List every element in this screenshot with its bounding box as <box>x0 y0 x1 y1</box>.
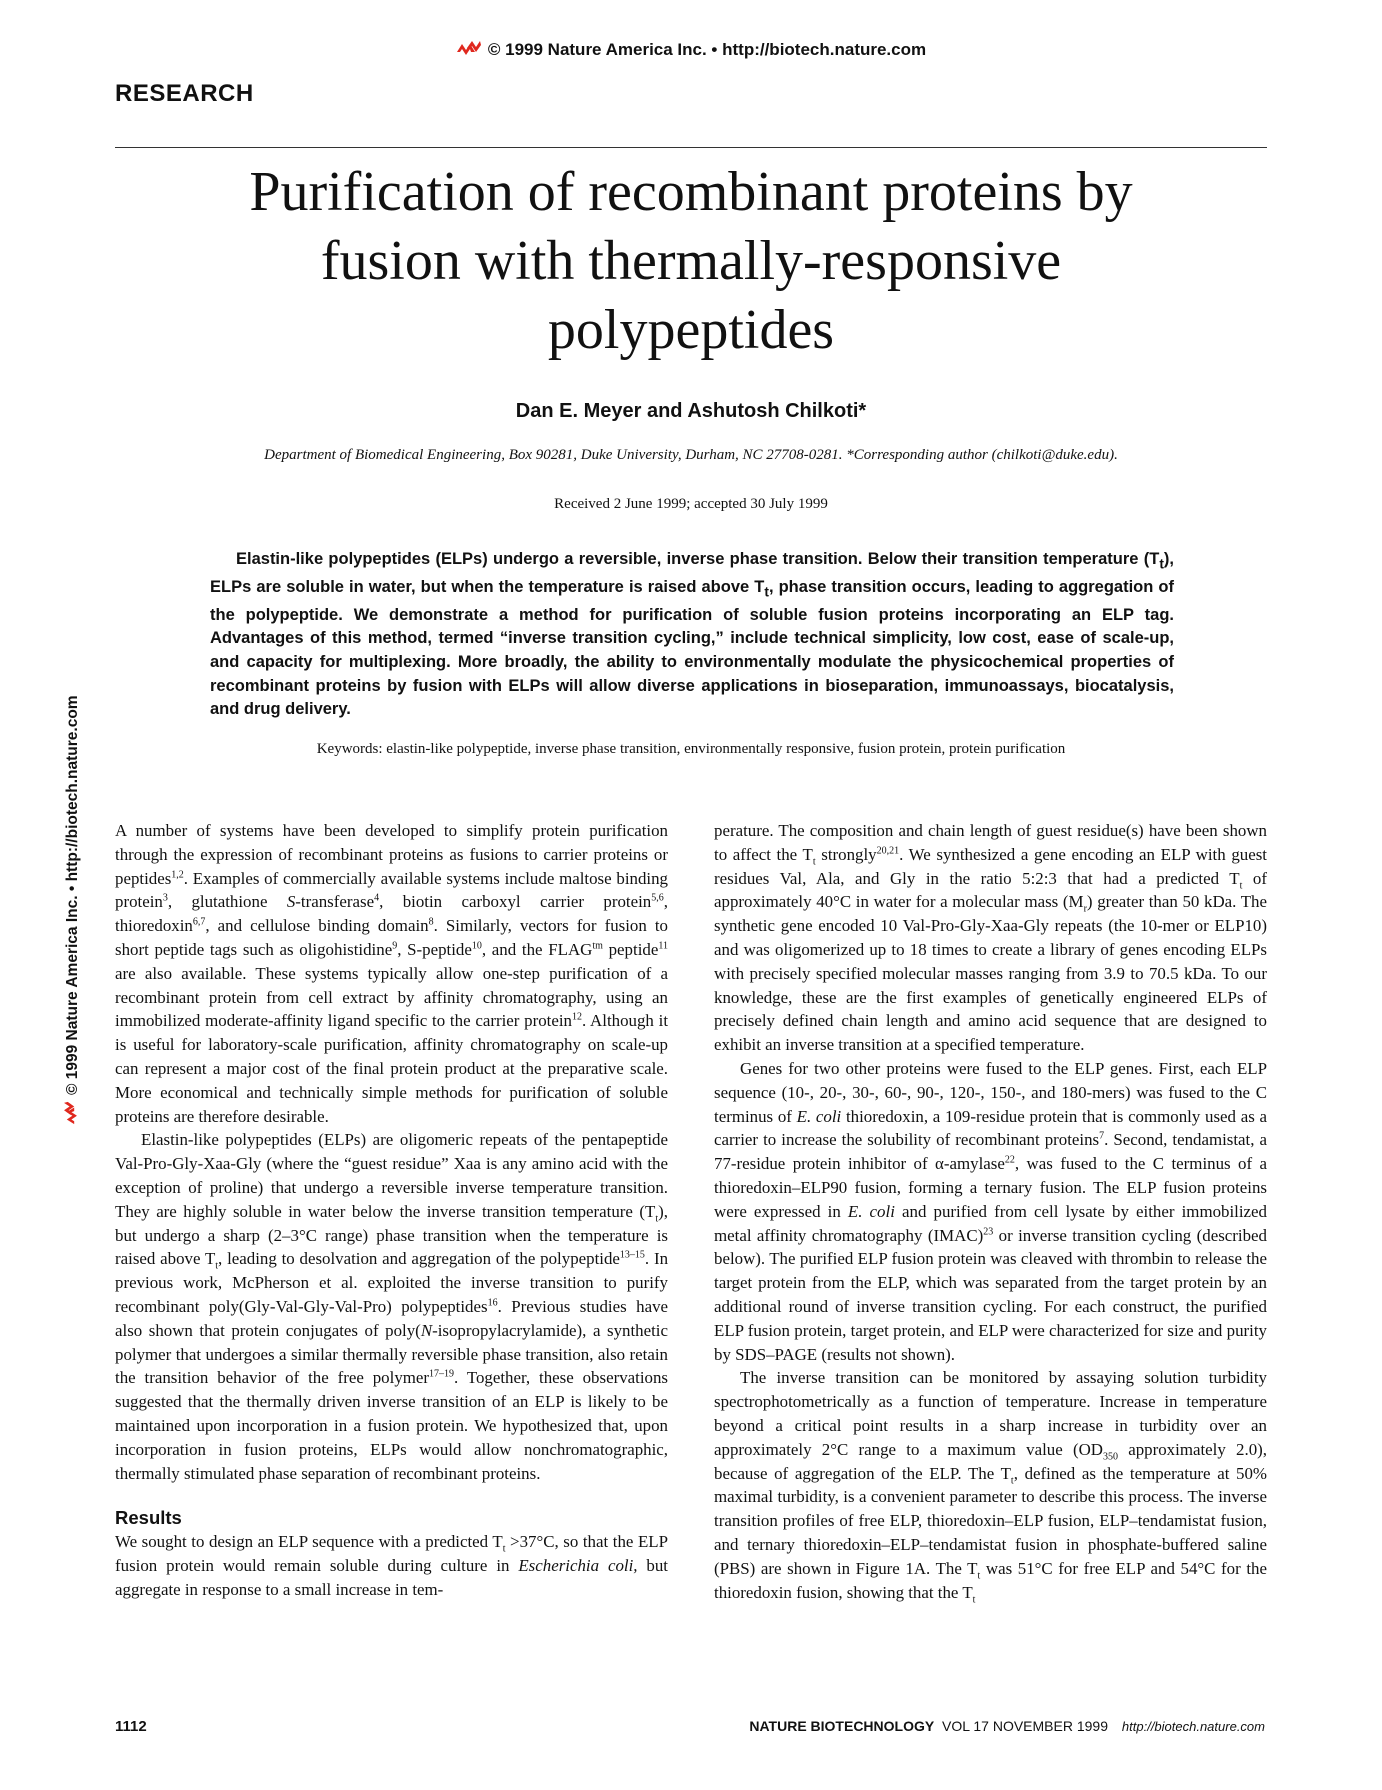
affiliation: Department of Biomedical Engineering, Box 90281, Duke University, Durham, NC 27708-0281. *Corresponding author (chilkoti@duke.edu). <box>264 447 1118 463</box>
title-line: polypeptides <box>547 299 835 361</box>
side-copyright-text: © 1999 Nature America Inc. • http://biotech.nature.com <box>64 695 82 1095</box>
body-column-left <box>115 819 668 1602</box>
abstract: Elastin-like polypeptides (ELPs) undergo a reversible, inverse phase transition. Below their transition temperature $(T_t)$, ELPs are soluble in water, but when the temperature is raised above $T_t$, phase transition occurs, leading to aggregation of the polypeptide. We demonstrate a method for purification of soluble fusion proteins incorporating an ELP tag. Advantages of this method, termed “inverse transition cycling,” include technical simplicity, low cost, ease of scale-up, and capacity for multiplexing. More broadly, the ability to environmentally modulate the physicochemical properties of recombinant proteins by fusion with ELPs will allow diverse applications in bioseparation, immunoassays, biocatalysis, and drug delivery. <box>210 550 1174 719</box>
side-copyright <box>63 695 83 1125</box>
journal-footer <box>749 1718 1265 1734</box>
section-label: RESEARCH <box>115 80 254 107</box>
keywords: Keywords: elastin-like polypeptide, inverse phase transition, environmentally responsive, fusion protein, protein purification <box>316 741 1066 757</box>
journal-name: NATURE BIOTECHNOLOGY <box>749 1718 935 1734</box>
issue-info: VOL 17 NOVEMBER 1999 <box>942 1718 1109 1734</box>
paragraph: perature. The composition and chain length of guest residue(s) have been shown to affect the $T_t$ strongly$^{20,21}$. We synthesized a gene encoding an ELP with guest residues Val, Ala, and Gly in the ratio 5:2:3 that had a predicted $T_t$ of approximately 40°C in water for a molecular mass $(M_r)$ greater than 50 kDa. The synthetic gene encoded 10 Val-Pro-Gly-Xaa-Gly repeats (the 10-mer or ELP10) and was oligomerized up to 18 times to create a library of genes encoding ELPs with precisely specified molecular masses ranging from 3.9 to 70.5 kDa. To our knowledge, these are the first examples of genetically engineered ELPs of precisely defined chain length and amino acid sequence that are designed to exhibit an inverse transition at a specified temperature. <box>714 821 1268 1055</box>
footer-url: http://biotech.nature.com <box>1121 1719 1265 1734</box>
copyright-text: © 1999 Nature America Inc. • http://biotech.nature.com <box>487 40 927 59</box>
received-date: Received 2 June 1999; accepted 30 July 1999 <box>554 496 828 512</box>
title-line: fusion with thermally-responsive <box>320 230 1062 292</box>
article-title <box>115 158 1267 365</box>
paragraph: The inverse transition can be monitored by assaying solution turbidity spectrophotometrically as a function of temperature. Increase in temperature beyond a critical point results in a sharp increase in turbidity over an approximately 2°C range to a maximum value ($OD_{350}$ approximately 2.0), because of aggregation of the ELP. The $T_t$, defined as the temperature at 50% maximal turbidity, is a convenient parameter to describe this process. The inverse transition profiles of free ELP, thioredoxin–ELP fusion, ELP–tendamistat fusion, and ternary thioredoxin–ELP–tendamistat fusion in phosphate-buffered saline (PBS) are shown in Figure 1A. The $T_t$ was 51°C for free ELP and 54°C for the thioredoxin fusion, showing that the $T_t$ <box>714 1368 1268 1605</box>
paragraph: We sought to design an ELP sequence with a predicted $T_t >37^\circ C$, so that the ELP fusion protein would remain soluble during culture in Escherichia coli, but aggregate in response to a small increase in tem- <box>115 1532 668 1599</box>
title-line: Purification of recombinant proteins by <box>249 161 1133 223</box>
copyright-header <box>0 40 1382 61</box>
body-column-right <box>714 819 1267 1604</box>
authors: Dan E. Meyer and Ashutosh Chilkoti* <box>515 400 867 422</box>
page-number: 1112 <box>115 1718 147 1735</box>
results-heading: Results <box>115 1507 182 1529</box>
nature-america-logo-icon <box>63 1101 83 1125</box>
paragraph: A number of systems have been developed to simplify protein purification through the expression of recombinant proteins as fusions to carrier proteins or peptides$^{1,2}$. Examples of commercially available systems include maltose binding protein$^3$, glutathione S-transferase$^4$, biotin carboxyl carrier protein$^{5,6}$, thioredoxin$^{6,7}$, and cellulose binding domain$^8$. Similarly, vectors for fusion to short peptide tags such as oligohistidine$^9$, S-peptide$^{10}$, and the $FLAG^{tm}$ peptide$^{11}$ are also available. These systems typically allow one-step purification of a recombinant protein from cell extract by affinity chromatography, using an immobilized moderate-affinity ligand specific to the carrier protein$^{12}$. Although it is useful for laboratory-scale purification, affinity chromatography on scale-up can represent a major cost of the final protein product at the preparative scale. More economical and technically simple methods for purification of soluble proteins are therefore desirable. <box>115 821 669 1126</box>
paragraph: Genes for two other proteins were fused to the ELP genes. First, each ELP sequence (10-, 20-, 30-, 60-, 90-, 120-, 150-, and 180-mers) was fused to the C terminus of E. coli thioredoxin, a 109-residue protein that is commonly used as a carrier to increase the solubility of recombinant proteins$^7$. Second, tendamistat, a 77-residue protein inhibitor of α-amylase$^{22}$, was fused to the C terminus of a thioredoxin–ELP90 fusion, forming a ternary fusion. The ELP fusion proteins were expressed in E. coli and purified from cell lysate by either immobilized metal affinity chromatography (IMAC)$^{23}$ or inverse transition cycling (described below). The purified ELP fusion protein was cleaved with thrombin to release the target protein from the ELP, which was separated from the target protein by an additional round of inverse transition cycling. For each construct, the purified ELP fusion protein, target protein, and ELP were characterized for size and purity by SDS–PAGE (results not shown). <box>714 1058 1268 1364</box>
header-rule <box>115 147 1267 148</box>
paragraph: Elastin-like polypeptides (ELPs) are oligomeric repeats of the pentapeptide Val-Pro-Gly-Xaa-Gly (where the “guest residue” Xaa is any amino acid with the exception of proline) that undergo a reversible inverse temperature transition. They are highly soluble in water below the inverse transition temperature $(T_t)$, but undergo a sharp (2–3°C range) phase transition when the temperature is raised above $T_t$, leading to desolvation and aggregation of the polypeptide$^{13-15}$. In previous work, McPherson et al. exploited the inverse transition to purify recombinant poly(Gly-Val-Gly-Val-Pro) polypeptides$^{16}$. Previous studies have also shown that protein conjugates of poly(N-isopropylacrylamide), a synthetic polymer that undergoes a similar thermally reversible phase transition, also retain the transition behavior of the free polymer$^{17-19}$. Together, these observations suggested that the thermally driven inverse transition of an ELP is likely to be maintained upon incorporation in a fusion protein. We hypothesized that, upon incorporation in fusion proteins, ELPs would allow nonchromatographic, thermally stimulated phase separation of recombinant proteins. <box>115 1130 669 1483</box>
nature-america-logo-icon <box>456 40 482 61</box>
